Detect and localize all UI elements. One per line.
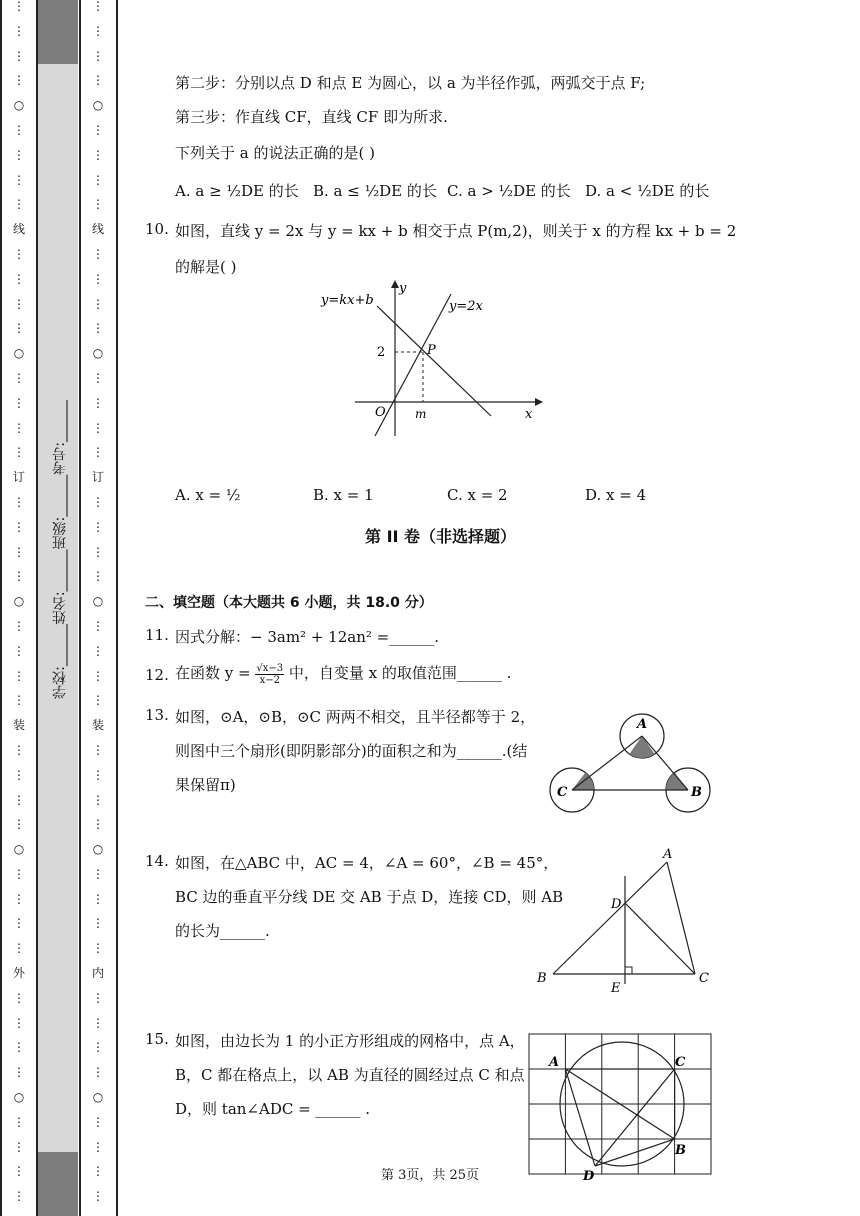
cut-dot: ⋮: [92, 445, 104, 460]
cut-label: 装: [12, 718, 25, 733]
q14-label-a: A: [663, 847, 673, 862]
q13-label-c: C: [557, 785, 568, 800]
q10-label-x: x: [525, 407, 533, 422]
cut-circle: ○: [13, 1090, 25, 1105]
cut-dot: ⋮: [13, 246, 25, 261]
cut-dot: ⋮: [92, 767, 104, 782]
cut-label: 内: [91, 966, 104, 981]
cut-label: 订: [12, 470, 25, 485]
cut-label: 外: [12, 966, 25, 981]
q9-option-c: C. a > ½DE 的长: [447, 182, 571, 200]
q10-option-c: C. x = 2: [447, 486, 508, 504]
cut-circle: ○: [13, 346, 25, 361]
cut-dot: ⋮: [92, 246, 104, 261]
cut-dot: ⋮: [13, 693, 25, 708]
cut-dot: ⋮: [13, 420, 25, 435]
q10-text-line1: 如图，直线 y = 2x 与 y = kx + b 相交于点 P(m,2)，则关于 x 的方程 kx + b = 2: [175, 222, 737, 240]
section2-title: 二、填空题（本大题共 6 小题，共 18.0 分）: [145, 595, 433, 611]
cut-dot: ⋮: [92, 370, 104, 385]
cut-dot: ⋮: [13, 321, 25, 336]
q14-line1: 如图，在△ABC 中，AC = 4，∠A = 60°，∠B = 45°，: [175, 854, 559, 872]
outer-dotted-cut-line: [12, 0, 26, 1216]
cut-dot: ⋮: [92, 271, 104, 286]
cut-dot: ⋮: [13, 48, 25, 63]
cut-dot: ⋮: [13, 1139, 25, 1154]
cut-dot: ⋮: [92, 569, 104, 584]
q10-label-2x: y=2x: [449, 299, 483, 314]
cut-dot: ⋮: [92, 693, 104, 708]
q10-label-2: 2: [377, 345, 386, 360]
q10-label-o: O: [375, 405, 386, 420]
cut-dot: ⋮: [92, 1040, 104, 1055]
cut-dot: ⋮: [13, 817, 25, 832]
q15-label-b: B: [675, 1143, 686, 1158]
q11-text: 因式分解：− 3am² + 12an² =______.: [175, 628, 439, 646]
q10-option-a: A. x = ½: [175, 486, 241, 504]
q15-label-a: A: [549, 1055, 560, 1070]
cut-dot: ⋮: [92, 519, 104, 534]
cut-dot: ⋮: [92, 147, 104, 162]
cut-dot: ⋮: [13, 271, 25, 286]
cut-circle: ○: [13, 842, 25, 857]
q12-number: 12.: [145, 666, 169, 684]
q13-number: 13.: [145, 706, 169, 724]
band-top-block: [38, 0, 78, 64]
cut-dot: ⋮: [13, 395, 25, 410]
cut-circle: ○: [92, 842, 104, 857]
cut-dot: ⋮: [13, 1040, 25, 1055]
cut-dot: ⋮: [92, 1015, 104, 1030]
binding-margin: [0, 0, 118, 1216]
cut-dot: ⋮: [13, 643, 25, 658]
cut-dot: ⋮: [13, 122, 25, 137]
band-bottom-block: [38, 1152, 78, 1216]
q9-prompt: 下列关于 a 的说法正确的是( ): [175, 144, 375, 162]
cut-dot: ⋮: [92, 296, 104, 311]
cut-dot: ⋮: [92, 122, 104, 137]
q15-figure: [525, 1030, 717, 1184]
cut-dot: ⋮: [92, 817, 104, 832]
q10-graph: [315, 276, 545, 446]
cut-dot: ⋮: [13, 618, 25, 633]
q9-option-b: B. a ≤ ½DE 的长: [313, 182, 437, 200]
q9-option-d: D. a < ½DE 的长: [585, 182, 710, 200]
cut-dot: ⋮: [92, 1114, 104, 1129]
cut-dot: ⋮: [13, 742, 25, 757]
cut-dot: ⋮: [13, 1015, 25, 1030]
cut-dot: ⋮: [92, 395, 104, 410]
q14-label-c: C: [699, 971, 709, 986]
cut-dot: ⋮: [92, 1139, 104, 1154]
q15-number: 15.: [145, 1030, 169, 1048]
cut-dot: ⋮: [92, 1065, 104, 1080]
cut-circle: ○: [92, 1090, 104, 1105]
q13-figure: [545, 706, 730, 818]
cut-dot: ⋮: [92, 197, 104, 212]
q12-text-after: 中，自变量 x 的取值范围______ .: [288, 664, 512, 682]
cut-circle: ○: [92, 98, 104, 113]
student-info-fields: 学校:______姓名:______班级:______考号:______: [52, 400, 68, 699]
q15-label-d: D: [583, 1169, 595, 1184]
q12-fraction: [255, 663, 284, 686]
cut-dot: ⋮: [13, 891, 25, 906]
cut-dot: ⋮: [92, 668, 104, 683]
cut-dot: ⋮: [92, 0, 104, 13]
q15-line2: B，C 都在格点上，以 AB 为直径的圆经过点 C 和点: [175, 1066, 525, 1084]
cut-dot: ⋮: [92, 172, 104, 187]
cut-dot: ⋮: [13, 172, 25, 187]
cut-dot: ⋮: [13, 569, 25, 584]
cut-dot: ⋮: [13, 519, 25, 534]
cut-label: 订: [91, 470, 104, 485]
inner-dotted-cut-line: [91, 0, 105, 1216]
q12-text: [175, 662, 511, 686]
cut-dot: ⋮: [92, 420, 104, 435]
page-footer: 第 3页，共 25页: [380, 1168, 480, 1183]
margin-border-left: [0, 0, 2, 1216]
q10-number: 10.: [145, 220, 169, 238]
cut-dot: ⋮: [13, 1065, 25, 1080]
cut-dot: ⋮: [92, 792, 104, 807]
cut-dot: ⋮: [92, 618, 104, 633]
cut-dot: ⋮: [13, 147, 25, 162]
cut-dot: ⋮: [13, 792, 25, 807]
cut-dot: ⋮: [13, 866, 25, 881]
cut-dot: ⋮: [13, 23, 25, 38]
margin-border-right: [116, 0, 118, 1216]
q9-option-a: A. a ≥ ½DE 的长: [175, 182, 299, 200]
cut-dot: ⋮: [13, 1164, 25, 1179]
q14-label-b: B: [537, 971, 547, 986]
cut-label: 装: [91, 718, 104, 733]
q12-text-before: 在函数 y =: [175, 664, 251, 682]
q13-line1: 如图，⊙A，⊙B，⊙C 两两不相交，且半径都等于 2，: [175, 708, 536, 726]
q14-label-d: D: [611, 897, 622, 912]
cut-dot: ⋮: [92, 494, 104, 509]
q15-line1: 如图，由边长为 1 的小正方形组成的网格中，点 A，: [175, 1032, 525, 1050]
cut-dot: ⋮: [92, 891, 104, 906]
q10-label-y: y: [399, 281, 407, 296]
q12-denominator: x−2: [259, 674, 280, 686]
cut-circle: ○: [92, 346, 104, 361]
cut-dot: ⋮: [92, 643, 104, 658]
q11-number: 11.: [145, 626, 169, 644]
cut-dot: ⋮: [13, 370, 25, 385]
cut-dot: ⋮: [13, 916, 25, 931]
cut-dot: ⋮: [13, 767, 25, 782]
q13-label-a: A: [637, 717, 648, 732]
cut-dot: ⋮: [13, 1114, 25, 1129]
q9-step2: 第二步：分别以点 D 和点 E 为圆心，以 a 为半径作弧，两弧交于点 F;: [175, 74, 646, 92]
margin-border: [79, 0, 81, 1216]
q13-label-b: B: [691, 785, 702, 800]
q10-text-line2: 的解是( ): [175, 258, 237, 276]
cut-label: 线: [91, 222, 104, 237]
cut-dot: ⋮: [13, 941, 25, 956]
q13-line3: 果保留π): [175, 776, 236, 794]
q10-option-d: D. x = 4: [585, 486, 647, 504]
student-info-band: [38, 0, 78, 1216]
cut-dot: ⋮: [92, 990, 104, 1005]
cut-dot: ⋮: [13, 445, 25, 460]
cut-dot: ⋮: [92, 48, 104, 63]
q10-label-m: m: [415, 407, 427, 421]
cut-dot: ⋮: [92, 742, 104, 757]
cut-dot: ⋮: [92, 941, 104, 956]
cut-dot: ⋮: [13, 197, 25, 212]
q13-line2: 则图中三个扇形(即阴影部分)的面积之和为______.(结: [175, 742, 528, 760]
q10-label-p: P: [427, 343, 436, 358]
cut-dot: ⋮: [13, 1189, 25, 1204]
cut-dot: ⋮: [92, 321, 104, 336]
cut-circle: ○: [92, 594, 104, 609]
cut-dot: ⋮: [13, 544, 25, 559]
cut-dot: ⋮: [92, 73, 104, 88]
cut-dot: ⋮: [13, 494, 25, 509]
cut-dot: ⋮: [13, 296, 25, 311]
cut-dot: ⋮: [13, 990, 25, 1005]
q10-option-b: B. x = 1: [313, 486, 374, 504]
cut-dot: ⋮: [92, 1164, 104, 1179]
part2-title: 第 II 卷（非选择题）: [365, 527, 517, 546]
q10-label-kxb: y=kx+b: [321, 293, 374, 308]
cut-circle: ○: [13, 594, 25, 609]
cut-dot: ⋮: [92, 866, 104, 881]
q14-number: 14.: [145, 852, 169, 870]
q14-label-e: E: [611, 981, 621, 996]
q14-figure: [533, 846, 723, 996]
q15-label-c: C: [675, 1055, 686, 1070]
cut-dot: ⋮: [92, 1189, 104, 1204]
q12-numerator: √x−3: [256, 662, 284, 674]
cut-dot: ⋮: [92, 23, 104, 38]
q15-line3: D，则 tan∠ADC = ______ .: [175, 1100, 370, 1118]
q14-line3: 的长为______.: [175, 922, 270, 940]
cut-dot: ⋮: [92, 544, 104, 559]
cut-dot: ⋮: [92, 916, 104, 931]
cut-dot: ⋮: [13, 668, 25, 683]
cut-dot: ⋮: [13, 0, 25, 13]
cut-circle: ○: [13, 98, 25, 113]
cut-dot: ⋮: [13, 73, 25, 88]
q9-step3: 第三步：作直线 CF，直线 CF 即为所求.: [175, 108, 448, 126]
q14-line2: BC 边的垂直平分线 DE 交 AB 于点 D，连接 CD，则 AB: [175, 888, 564, 906]
cut-label: 线: [12, 222, 25, 237]
